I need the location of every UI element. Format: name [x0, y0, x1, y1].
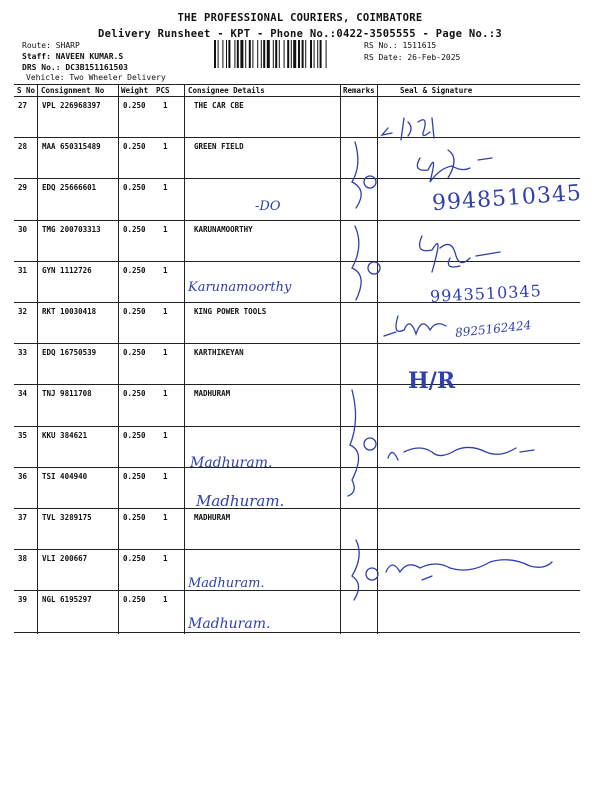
row-consignment-no: VPL 226968397 — [42, 101, 101, 110]
handwritten-phone-2: 9943510345 — [429, 281, 543, 306]
row-weight: 0.250 — [123, 142, 146, 152]
row-pcs: 1 — [163, 471, 168, 481]
row-weight: 0.250 — [123, 513, 146, 522]
route-label: Route: SHARP — [22, 41, 80, 50]
row-pcs: 1 — [163, 595, 168, 605]
row-consignee: GREEN FIELD — [194, 142, 244, 152]
count-circle — [366, 568, 378, 580]
handwritten-phone-3: 8925162424 — [454, 318, 532, 340]
row-sno: 36 — [18, 471, 28, 481]
row-pcs: 1 — [163, 513, 168, 522]
handwritten-consignee: -DO — [255, 199, 281, 215]
row-pcs: 1 — [163, 430, 168, 440]
handwritten-consignee: Madhuram. — [190, 454, 273, 471]
row-consignment-no: MAA 650315489 — [42, 142, 101, 152]
row-pcs: 1 — [163, 101, 168, 110]
row-consignment-no: VLI 200667 — [42, 554, 88, 564]
bracket-stroke — [352, 540, 359, 600]
handwritten-consignee: Madhuram. — [196, 491, 285, 510]
signature-stroke — [420, 236, 500, 272]
row-consignment-no: RKT 10030418 — [42, 307, 97, 316]
row-pcs: 1 — [163, 348, 168, 358]
handwritten-consignee: Karunamoorthy — [188, 279, 292, 295]
runsheet-subtitle: Delivery Runsheet - KPT - Phone No.:0422-3505555 - Page No.:3 — [98, 28, 502, 40]
row-consignee: MADHURAM — [194, 389, 231, 399]
bracket-stroke — [348, 390, 359, 496]
bracket-stroke — [352, 226, 361, 300]
row-consignee: KING POWER TOOLS — [194, 307, 267, 316]
rs-number: RS No.: 1511615 — [364, 41, 437, 50]
col-header-consignee: Consignee Details — [188, 86, 265, 95]
row-consignee: KARUNAMOORTHY — [194, 224, 253, 234]
col-header-pcs: PCS — [156, 86, 170, 95]
row-pcs: 1 — [163, 183, 168, 193]
row-sno: 28 — [18, 142, 28, 152]
signature-stroke — [388, 447, 534, 460]
row-sno: 29 — [18, 183, 28, 193]
count-circle — [364, 176, 376, 188]
bracket-stroke — [352, 142, 361, 208]
col-header-weight: Weight — [121, 86, 149, 95]
row-consignee: KARTHIKEYAN — [194, 348, 244, 358]
row-consignee: MADHURAM — [194, 513, 231, 522]
col-header-sno: S No — [17, 86, 36, 95]
signature-stroke — [384, 316, 446, 336]
row-pcs: 1 — [163, 142, 168, 152]
row-sno: 31 — [18, 265, 28, 275]
row-pcs: 1 — [163, 307, 168, 316]
row-pcs: 1 — [163, 554, 168, 564]
company-name: THE PROFESSIONAL COURIERS, COIMBATORE — [177, 12, 423, 24]
row-weight: 0.250 — [123, 101, 146, 110]
row-weight: 0.250 — [123, 595, 146, 605]
row-weight: 0.250 — [123, 389, 146, 399]
row-consignee: THE CAR CBE — [194, 101, 244, 110]
row-consignment-no: NGL 6195297 — [42, 595, 92, 605]
handwritten-initials: H/R — [408, 368, 456, 394]
handwritten-phone-1: 9948510345 — [431, 180, 583, 217]
row-sno: 32 — [18, 307, 28, 316]
row-sno: 30 — [18, 224, 28, 234]
row-weight: 0.250 — [123, 265, 146, 275]
row-sno: 37 — [18, 513, 28, 522]
row-weight: 0.250 — [123, 471, 146, 481]
drs-number: DRS No.: DC3B151161503 — [22, 63, 128, 72]
row-weight: 0.250 — [123, 430, 146, 440]
handwritten-consignee: Madhuram. — [188, 576, 265, 592]
row-weight: 0.250 — [123, 224, 146, 234]
row-sno: 38 — [18, 554, 28, 564]
row-pcs: 1 — [163, 265, 168, 275]
row-consignment-no: EDQ 16750539 — [42, 348, 97, 358]
signature-stroke — [382, 118, 434, 140]
vehicle-label: Vehicle: Two Wheeler Delivery — [26, 73, 166, 82]
row-consignment-no: TMG 200703313 — [42, 224, 101, 234]
row-consignment-no: GYN 1112726 — [42, 265, 92, 275]
row-weight: 0.250 — [123, 348, 146, 358]
row-consignment-no: KKU 384621 — [42, 430, 88, 440]
row-consignment-no: TNJ 9811708 — [42, 389, 92, 399]
row-consignment-no: TSI 404940 — [42, 471, 88, 481]
row-sno: 35 — [18, 430, 28, 440]
col-header-seal-signature: Seal & Signature — [400, 86, 473, 95]
row-consignment-no: TVL 3289175 — [42, 513, 92, 522]
col-header-consignment: Consignment No — [41, 86, 105, 95]
row-weight: 0.250 — [123, 307, 146, 316]
count-circle — [368, 262, 380, 274]
row-sno: 34 — [18, 389, 28, 399]
row-weight: 0.250 — [123, 183, 146, 193]
row-sno: 39 — [18, 595, 28, 605]
row-pcs: 1 — [163, 224, 168, 234]
staff-label: Staff: NAVEEN KUMAR.S — [22, 52, 124, 61]
col-header-remarks: Remarks — [343, 86, 375, 95]
row-sno: 33 — [18, 348, 28, 358]
handwritten-consignee: Madhuram. — [188, 616, 271, 633]
row-weight: 0.250 — [123, 554, 146, 564]
rs-date: RS Date: 26-Feb-2025 — [364, 53, 461, 62]
row-consignment-no: EDQ 25666601 — [42, 183, 97, 193]
signature-stroke — [417, 150, 492, 182]
row-sno: 27 — [18, 101, 28, 110]
count-circle — [364, 438, 376, 450]
signature-stroke — [386, 560, 552, 580]
row-pcs: 1 — [163, 389, 168, 399]
